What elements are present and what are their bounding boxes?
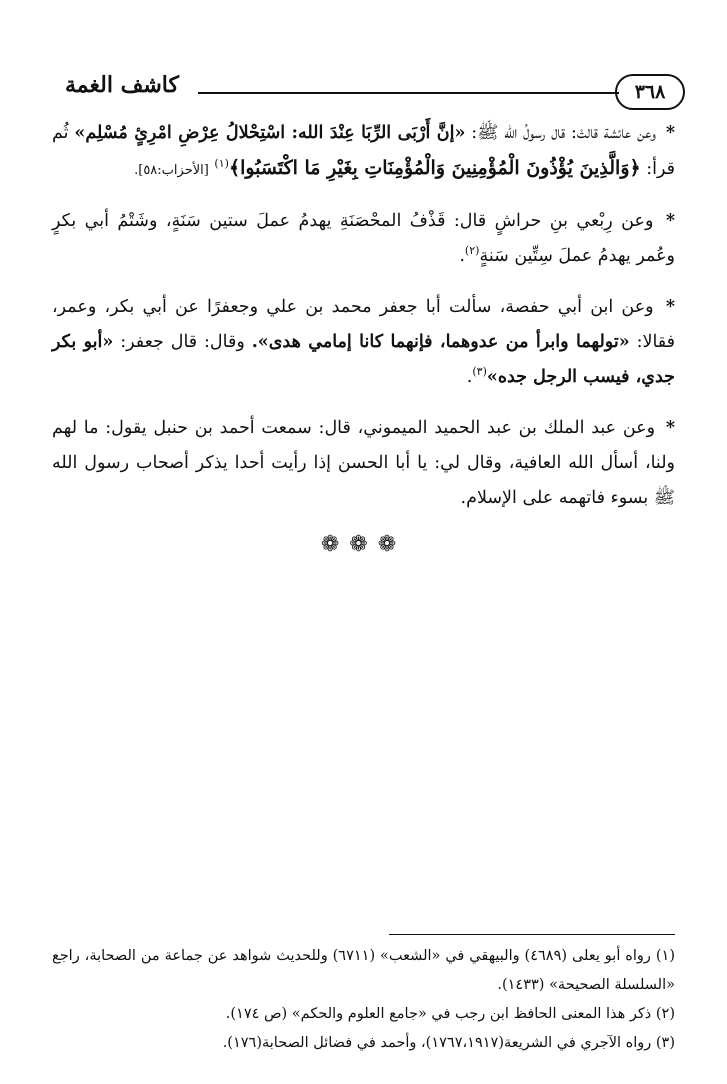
- paragraph-star: *: [665, 418, 675, 438]
- paragraph-text: وعن رِبْعي بنِ حراشٍ قال: قَذْفُ المحْصَنَةِ يهدمُ عملَ ستين سَنَةٍ، وشَتْمُ أبي بكرٍ وعُمر يهدمُ عملَ سِتِّين سَنةٍ: [52, 211, 675, 266]
- paragraph-star: *: [665, 123, 675, 143]
- page-body: [52, 116, 675, 557]
- paragraph-intro: وعن عائشة قالتْ: قال رسولُ الله ﷺ:: [471, 123, 656, 143]
- quote-text: «أبو بكر جدي، فيسب الرجل جده»: [52, 332, 675, 387]
- paragraph-abi-hafsa: [52, 290, 675, 395]
- footnote-3: (٣) رواه الآجري في الشريعة(١٧٦٧،١٩١٧)، وأحمد في فضائل الصحابة(١٧٦).: [222, 1035, 675, 1051]
- page-header: [52, 72, 685, 114]
- footnote-rule: [389, 934, 675, 935]
- quran-verse: ﴿وَالَّذِينَ يُؤْذُونَ الْمُؤْمِنِينَ وَالْمُؤْمِنَاتِ بِغَيْرِ مَا اكْتَسَبُوا﴾: [228, 157, 641, 179]
- paragraph-ribi: [52, 204, 675, 274]
- book-title: كاشف الغمة: [65, 72, 179, 98]
- paragraph-end: .: [466, 367, 473, 387]
- section-divider: ❁❁❁: [320, 532, 407, 557]
- paragraph-aisha: [52, 116, 675, 188]
- footnote-ref-2: (٢): [464, 244, 480, 258]
- footnotes: [52, 942, 675, 1058]
- paragraph-text: وعن ابن أبي حفصة، سألت أبا جعفر محمد بن علي وجعفرًا عن أبي بكر، وعمر، فقالا:: [52, 297, 675, 352]
- quote-text: «تولهما وابرأ من عدوهما، فإنهما كانا إمامي هدى».: [251, 332, 630, 352]
- footnote-ref-3: (٣): [472, 365, 487, 379]
- paragraph-star: *: [665, 297, 675, 317]
- header-rule: [198, 92, 619, 94]
- page-number: ٣٦٨: [615, 74, 685, 110]
- paragraph-maymuni: [52, 411, 675, 516]
- footnote-ref-1: (١): [214, 157, 229, 171]
- verse-source: [الأحزاب:٥٨].: [134, 163, 209, 178]
- footnote-2: (٢) ذكر هذا المعنى الحافظ ابن رجب في «جامع العلوم والحكم» (ص ١٧٤).: [225, 1006, 675, 1022]
- paragraph-mid: ثُم قرأ:: [52, 123, 675, 179]
- footnote-1: (١) رواه أبو يعلى (٤٦٨٩) والبيهقي في «الشعب» (٦٧١١) وللحديث شواهد عن جماعة من الصحابة، راجع «السلسلة الصحيحة» (١٤٣٣).: [52, 948, 675, 993]
- paragraph-text: وقال: قال جعفر:: [120, 332, 245, 352]
- paragraph-end: .: [459, 246, 465, 266]
- hadith-quote: «إنَّ أَرْبَى الرِّبَا عِنْدَ الله: اسْتِحْلالُ عِرْضِ امْرِئٍ مُسْلِم»: [74, 123, 466, 143]
- paragraph-star: *: [665, 211, 675, 231]
- paragraph-text: وعن عبد الملك بن عبد الحميد الميموني، قال: سمعت أحمد بن حنبل يقول: ما لهم ولنا، أسأل الله العافية، وقال لي: يا أبا الحسن إذا رأيت أحدا يذكر أصحاب رسول الله ﷺ بسوء فاتهمه على الإسلام.: [52, 418, 675, 508]
